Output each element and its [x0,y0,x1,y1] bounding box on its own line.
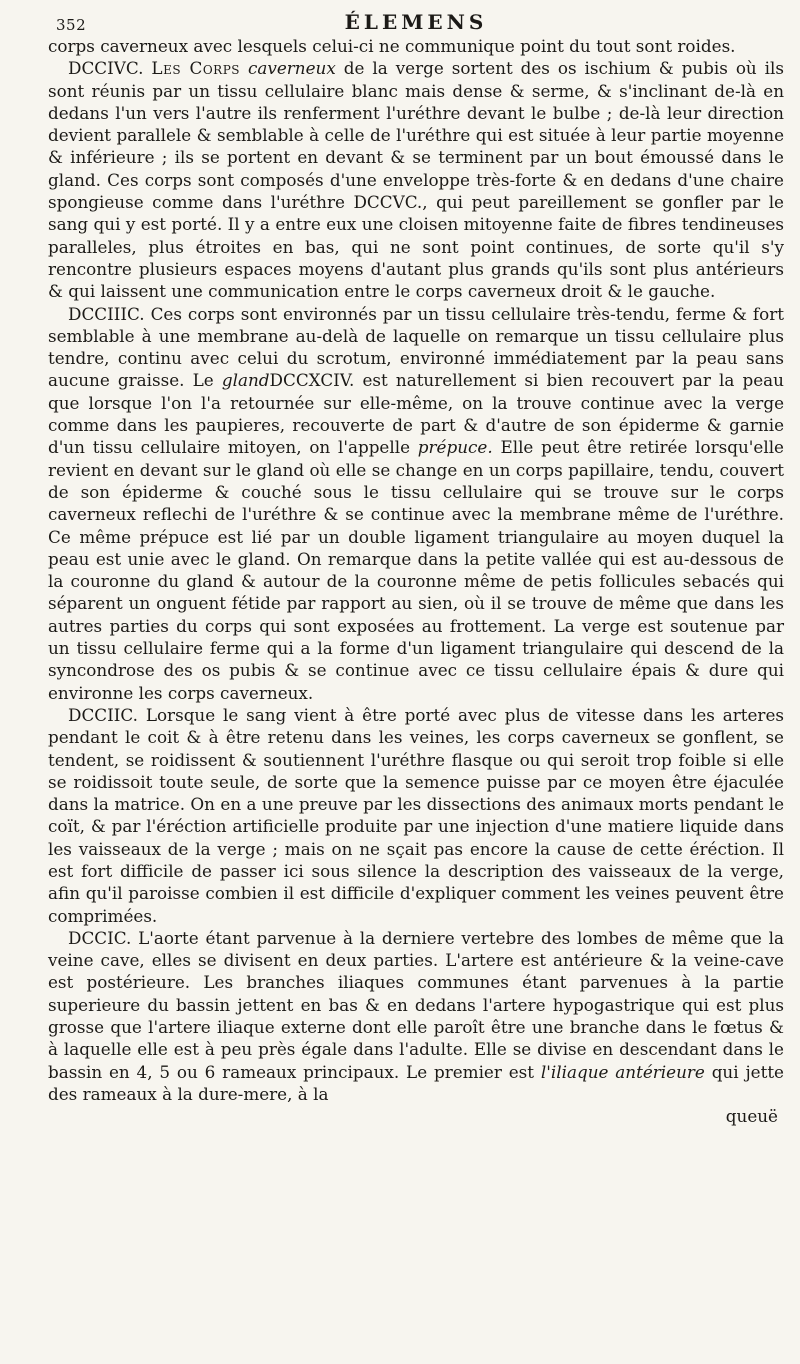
paragraph-text: Lorsque le sang vient à être porté avec plus de vitesse dans les arteres pendant le coit & à être retenu dans les veines, les corps caverneux se gonflent, se tendent, se roidissent & soutiennent l'uréthre flasque ou qui seroit trop foible si elle se roidissoit toute seule, de sorte que la semence puisse par ce moyen être éjaculée dans la matrice. On en a une preuve par les dissections des animaux morts pendant le coït, & par l'éréction artificielle produite par une injection d'une matiere liquide dans les vaisseaux de la verge ; mais on ne sçait pas encore la cause de cette éréction. Il est fort difficile de passer ici sous silence la description des vaisseaux de la verge, afin qu'il paroisse combien il est difficile d'expliquer comment les veines peuvent être comprimées. [48,704,784,926]
paragraph-dccic [48,927,784,1105]
italic-term: l'iliaque antérieure [540,1061,705,1082]
italic-term: gland [221,370,270,391]
paragraph-dccivc [48,57,784,302]
section-number: DCCIC. [68,927,132,948]
paragraph-text: L'aorte étant parvenue à la derniere vertebre des lombes de même que la veine cave, elles se divisent en deux parties. L'artere est antérieure & la veine-cave est postérieure. Les branches iliaques communes étant parvenues à la partie superieure du bassin jettent en bas & en dedans l'artere hypogastrique qui est plus grosse que l'artere iliaque externe dont elle paroît être une branche dans le fœtus & à laquelle elle est à peu près égale dans l'adulte. Elle se divise en descendant dans le bassin en 4, 5 ou 6 rameaux principaux. Le premier est [48,927,784,1082]
paragraph-text: qui jette des rameaux à la dure-mere, à la [48,1061,784,1104]
page-header [48,10,784,34]
paragraph-text: Elle peut être retirée lorsqu'elle revient en devant sur le gland où elle se change en un corps papillaire, tendu, couvert de son épiderme & couché sous le tissu cellulaire qui se trouve sur le corps caverneux reflechi de l'uréthre & se continue avec la membrane même de l'uréthre. Ce même prépuce est lié par un double ligament triangulaire au moyen duquel la peau est unie avec le gland. On remarque dans la petite vallée qui est au-dessous de la couronne du gland & autour de la couronne même de petis follicules sebacés qui séparent un onguent fétide par rapport au sien, où il se trouve de même que dans les autres parties du corps qui sont exposées au frottement. La verge est soutenue par un tissu cellulaire ferme qui a la forme d'un ligament triangulaire qui descend de la syncondrose des os pubis & se continue avec ce tissu cellulaire épais & dure qui environne les corps caverneux. [48,437,784,703]
catchword: queuë [725,1106,778,1127]
section-number: DCCIIIC. [68,303,145,324]
paragraph-dcciic [48,704,784,927]
italic-term: prépuce. [417,437,493,458]
section-number: DCCIIC. [68,704,138,725]
paragraph-text: corps caverneux avec lesquels celui-ci ne communique point du tout sont roides. [48,36,736,56]
paragraph-text: DCCXCIV. est naturellement si bien recouvert par la peau que lorsque l'on l'a retournée sur elle-même, on la trouve continue avec la verge comme dans les paupieres, recouverte de part & d'autre de son épiderme & garnie d'un tissu cellulaire mitoyen, on l'appelle [48,370,784,458]
running-title: ÉLEMENS [344,10,488,34]
paragraph-carryover [48,35,784,57]
paragraph-dcciiic [48,303,784,704]
section-number: DCCIVC. [68,58,144,79]
section-lead-italic: caverneux [247,58,336,79]
section-lead: Les Corps [151,58,240,79]
page-number: 352 [56,16,87,34]
paragraph-text: de la verge sortent des os ischium & pubis où ils sont réunis par un tissu cellulaire blanc mais dense & serme, & s'inclinant de-là en dedans l'un vers l'autre ils renferment l'uréthre devant le bulbe ; de-là leur direction devient parallele & semblable à celle de l'uréthre qui est située à leur partie moyenne & inférieure ; ils se portent en devant & se terminent par un bout émoussé dans le gland. Ces corps sont composés d'une enveloppe très-forte & en dedans d'une chaire spongieuse comme dans l'uréthre DCCVC., qui peut pareillement se gonfler par le sang qui y est porté. Il y a entre eux une cloisen mitoyenne faite de fibres tendineuses paralleles, plus étroites en bas, qui ne sont point continues, de sorte qu'il s'y rencontre plusieurs espaces moyens d'autant plus grands qu'ils sont plus antérieurs & qui laissent une communication entre le corps caverneux droit & le gauche. [48,58,785,302]
body-text [48,35,784,1105]
paragraph-text: Ces corps sont environnés par un tissu cellulaire très-tendu, ferme & fort semblable à une membrane au-delà de laquelle on remarque un tissu cellulaire plus tendre, continu avec celui du scrotum, environné immédiatement par la peau sans aucune graisse. Le [48,303,784,391]
